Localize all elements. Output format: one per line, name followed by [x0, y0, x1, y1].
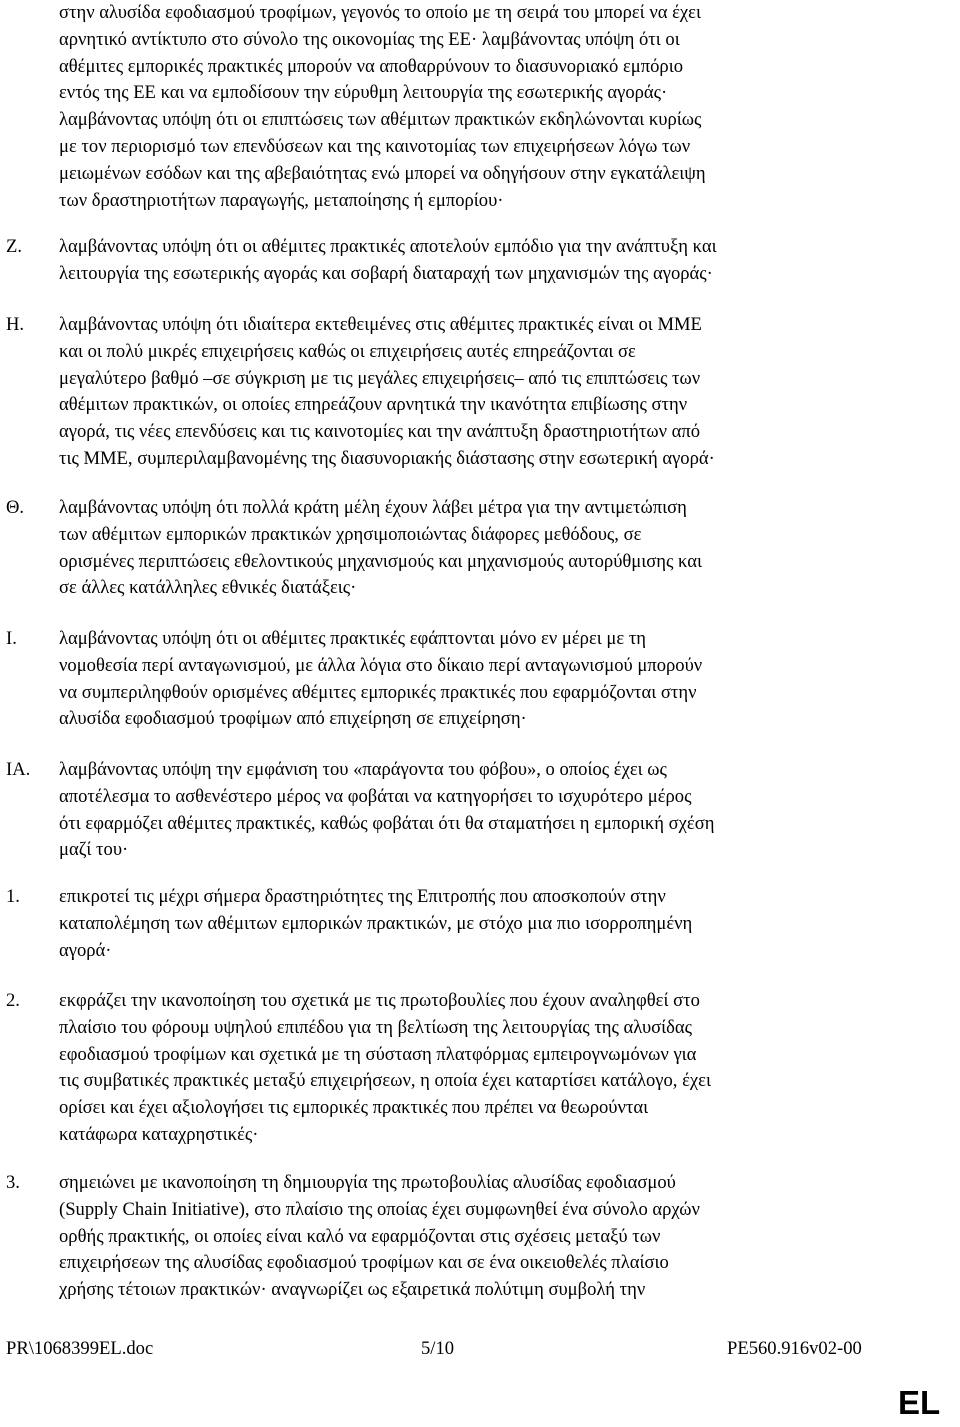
- recital-th: [59, 495, 879, 602]
- recital-i: [59, 626, 879, 733]
- text-line: εφοδιασμού τροφίμων και σχετικά με τη σύσταση πλατφόρμας εμπειρογνωμόνων για: [59, 1043, 697, 1065]
- recital-label-th: Θ.: [6, 497, 25, 518]
- text-line: αρνητικό αντίκτυπο στο σύνολο της οικονομίας της ΕΕ· λαμβάνοντας υπόψη ότι οι: [59, 28, 680, 50]
- text-line: αποτέλεσμα το ασθενέστερο μέρος να φοβάται να κατηγορήσει το ισχυρότερο μέρος: [59, 785, 692, 807]
- text-line: ότι εφαρμόζει αθέμιτες πρακτικές, καθώς φοβάται ότι θα σταματήσει η εμπορική σχέση: [59, 812, 715, 834]
- text-line: σημειώνει με ικανοποίηση τη δημιουργία της πρωτοβουλίας αλυσίδας εφοδιασμού: [59, 1172, 676, 1193]
- text-line: λαμβάνοντας υπόψη ότι πολλά κράτη μέλη έχουν λάβει μέτρα για την αντιμετώπιση: [59, 497, 687, 518]
- text-line: με τον περιορισμό των επενδύσεων και της καινοτομίας των επιχειρήσεων λόγω των: [59, 135, 691, 157]
- text-line: αγορά·: [59, 939, 112, 961]
- text-line: λαμβάνοντας υπόψη την εμφάνιση του «παράγοντα του φόβου», ο οποίος έχει ως: [59, 759, 667, 780]
- point-2: [59, 988, 879, 1149]
- point-3: [59, 1170, 879, 1304]
- text-line: αθέμιτες εμπορικές πρακτικές μπορούν να αποθαρρύνουν το διασυνοριακό εμπόριο: [59, 55, 684, 77]
- text-line: τις συμβατικές πρακτικές μεταξύ επιχειρήσεων, η οποία έχει καταρτίσει κατάλογο, έχει: [59, 1070, 711, 1092]
- text-line: αγορά, τις νέες επενδύσεις και τις καινοτομίες και την ανάπτυξη δραστηριοτήτων από: [59, 421, 701, 443]
- text-line: λαμβάνοντας υπόψη ότι ιδιαίτερα εκτεθειμένες στις αθέμιτες πρακτικές είναι οι ΜΜΕ: [59, 314, 702, 335]
- text-line: κατάφωρα καταχρηστικές·: [59, 1123, 259, 1145]
- text-line: εντός της ΕΕ και να εμποδίσουν την εύρυθμη λειτουργία της εσωτερικής αγοράς·: [59, 82, 668, 104]
- text-line: νομοθεσία περί ανταγωνισμού, με άλλα λόγια στο δίκαιο περί ανταγωνισμού μπορούν: [59, 654, 703, 676]
- text-line: επιχειρήσεων της αλυσίδας εφοδιασμού τροφίμων και σε ένα οικειοθελές πλαίσιο: [59, 1252, 669, 1274]
- text-line: μαζί του·: [59, 839, 129, 861]
- text-line: λαμβάνοντας υπόψη ότι οι αθέμιτες πρακτικές εφάπτονται μόνο εν μέρει με τη: [59, 628, 647, 649]
- recital-ia: [59, 757, 879, 864]
- recital-h: [59, 312, 879, 473]
- text-line: ορισμένες περιπτώσεις εθελοντικούς μηχανισμούς και μηχανισμούς αυτορύθμισης και: [59, 550, 702, 572]
- text-line: (Supply Chain Initiative), στο πλαίσιο της οποίας έχει συμφωνηθεί ένα σύνολο αρχών: [59, 1198, 700, 1220]
- text-line: των δραστηριοτήτων παραγωγής, μεταποίησης ή εμπορίου·: [59, 189, 504, 211]
- recital-z: [59, 234, 879, 288]
- text-line: καταπολέμηση των αθέμιτων εμπορικών πρακτικών, με στόχο μια πιο ισορροπημένη: [59, 912, 693, 934]
- text-line: πλαίσιο του φόρουμ υψηλού επιπέδου για τη βελτίωση της λειτουργίας της αλυσίδας: [59, 1016, 693, 1038]
- footer-pe-ref: PE560.916v02-00: [727, 1338, 862, 1359]
- language-code: EL: [898, 1384, 941, 1421]
- point-1: [59, 884, 879, 964]
- text-line: αθέμιτων πρακτικών, οι οποίες επηρεάζουν αρνητικά την ικανότητα επιβίωσης στην: [59, 394, 688, 416]
- text-line: και οι πολύ μικρές επιχειρήσεις καθώς οι επιχειρήσεις αυτές επηρεάζονται σε: [59, 340, 636, 362]
- text-line: τις ΜΜΕ, συμπεριλαμβανομένης της διασυνοριακής διάστασης στην εσωτερική αγορά·: [59, 447, 715, 469]
- intro-paragraph: [59, 0, 879, 214]
- text-line: λαμβάνοντας υπόψη ότι οι επιπτώσεις των αθέμιτων πρακτικών εκδηλώνονται κυρίως: [59, 109, 702, 131]
- point-label-1: 1.: [6, 886, 20, 907]
- point-label-3: 3.: [6, 1172, 20, 1193]
- text-line: μειωμένων εσόδων και της αβεβαιότητας ενώ μπορεί να οδηγήσουν στην εγκατάλειψη: [59, 162, 706, 184]
- text-line: των αθέμιτων εμπορικών πρακτικών χρησιμοποιώντας διάφορες μεθόδους, σε: [59, 523, 642, 545]
- text-line: λειτουργία της εσωτερικής αγοράς και σοβαρή διαταραχή των μηχανισμών της αγοράς·: [59, 262, 713, 284]
- recital-label-i: Ι.: [6, 628, 17, 649]
- recital-label-h: Η.: [6, 314, 25, 335]
- text-line: σε άλλες κατάλληλες εθνικές διατάξεις·: [59, 577, 357, 599]
- text-line: αλυσίδα εφοδιασμού τροφίμων από επιχείρηση σε επιχείρηση·: [59, 708, 527, 730]
- text-line: ορθής πρακτικής, οι οποίες είναι καλό να εφαρμόζονται στις σχέσεις μεταξύ των: [59, 1225, 661, 1247]
- text-line: να συμπεριληφθούν ορισμένες αθέμιτες εμπορικές πρακτικές που εφαρμόζονται στην: [59, 681, 697, 703]
- recital-label-ia: ΙΑ.: [6, 759, 31, 780]
- recital-label-z: Ζ.: [6, 236, 23, 257]
- point-label-2: 2.: [6, 990, 20, 1011]
- text-line: επικροτεί τις μέχρι σήμερα δραστηριότητες της Επιτροπής που αποσκοπούν στην: [59, 886, 666, 907]
- text-line: ορίσει και έχει αξιολογήσει τις εμπορικές πρακτικές που πρέπει να θεωρούνται: [59, 1097, 649, 1119]
- text-line: στην αλυσίδα εφοδιασμού τροφίμων, γεγονός το οποίο με τη σειρά του μπορεί να έχει: [59, 2, 701, 23]
- text-line: λαμβάνοντας υπόψη ότι οι αθέμιτες πρακτικές αποτελούν εμπόδιο για την ανάπτυξη και: [59, 236, 717, 257]
- footer-page-number: 5/10: [421, 1338, 455, 1359]
- text-line: εκφράζει την ικανοποίηση του σχετικά με τις πρωτοβουλίες που έχουν αναληφθεί στο: [59, 990, 700, 1011]
- text-line: μεγαλύτερο βαθμό –σε σύγκριση με τις μεγάλες επιχειρήσεις– από τις επιπτώσεις των: [59, 367, 701, 389]
- footer-doc-ref: PR\1068399EL.doc: [6, 1338, 154, 1359]
- text-line: χρήσης τέτοιων πρακτικών· αναγνωρίζει ως εξαιρετικά πολύτιμη συμβολή την: [59, 1279, 646, 1301]
